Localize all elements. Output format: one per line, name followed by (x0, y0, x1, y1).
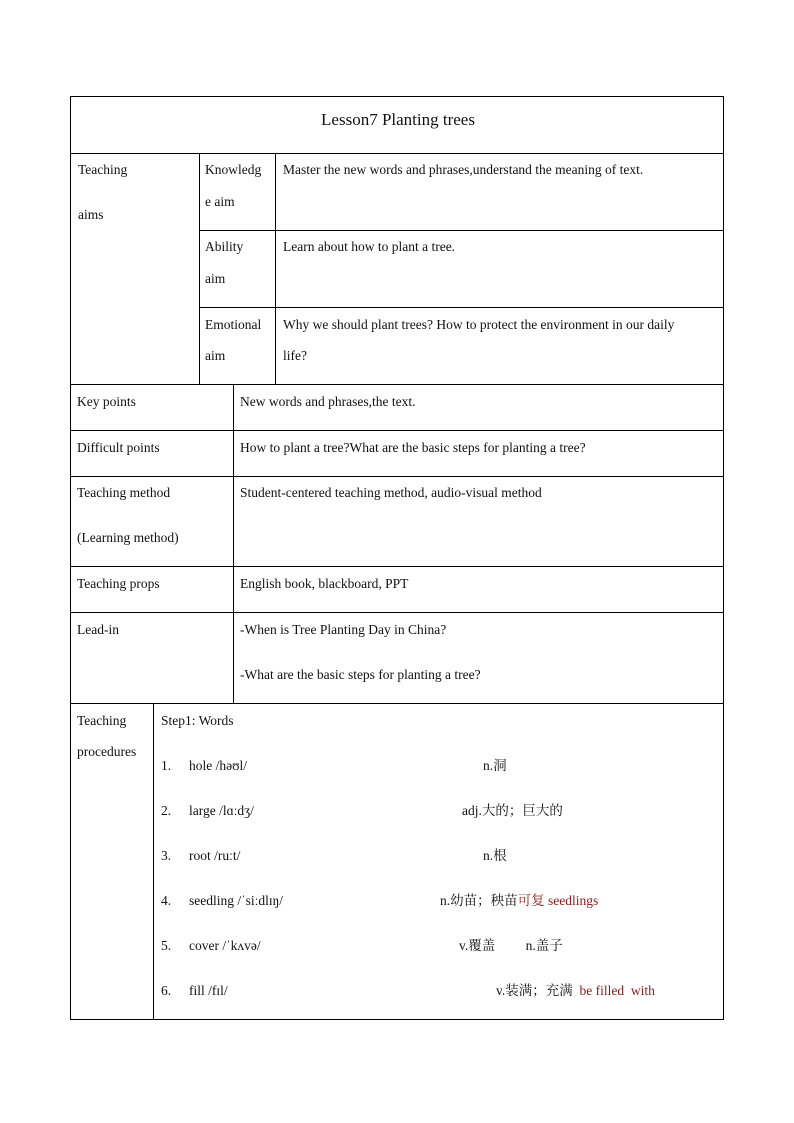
teaching-procedures-label: procedures (77, 744, 137, 759)
word-entry: seedling /ˈsiːdlɪŋ/ (189, 893, 284, 908)
difficult-points-label: Difficult points (77, 440, 160, 455)
word-meaning: n.幼苗；秧苗可复 seedlings (440, 893, 599, 908)
lead-in-question: -What are the basic steps for planting a tree? (240, 667, 481, 682)
row-divider (71, 430, 723, 431)
teaching-method-label: Teaching method (77, 485, 171, 500)
step-heading: Step1: Words (161, 713, 234, 728)
row-divider (71, 153, 723, 154)
row-divider (199, 230, 723, 231)
column-divider (275, 153, 276, 384)
word-entry: cover /ˈkʌvə/ (189, 938, 261, 953)
emotional-aim-text: life? (283, 348, 307, 363)
row-divider (71, 476, 723, 477)
row-divider (71, 612, 723, 613)
word-entry: large /lɑːdʒ/ (189, 803, 254, 818)
teaching-procedures-label: Teaching (77, 713, 127, 728)
word-meaning: v.覆盖 n.盖子 (459, 938, 563, 953)
key-points-text: New words and phrases,the text. (240, 394, 416, 409)
word-entry: root /ruːt/ (189, 848, 241, 863)
teaching-aims-label: aims (78, 207, 104, 222)
page-title: Lesson7 Planting trees (321, 110, 475, 129)
teaching-props-text: English book, blackboard, PPT (240, 576, 409, 591)
knowledge-aim-text: Master the new words and phrases,understand the meaning of text. (283, 162, 644, 177)
lesson-plan-table (70, 96, 724, 1020)
ability-aim-text: Learn about how to plant a tree. (283, 239, 456, 254)
word-number: 4. (161, 893, 172, 908)
phrase-note: be filled with (572, 983, 655, 998)
column-divider (153, 703, 154, 1019)
plural-note: 可复 seedlings (517, 893, 599, 908)
row-divider (71, 703, 723, 704)
lead-in-label: Lead-in (77, 622, 119, 637)
row-divider (71, 566, 723, 567)
emotional-aim-text: Why we should plant trees? How to protect the environment in our daily (283, 317, 675, 332)
teaching-props-label: Teaching props (77, 576, 160, 591)
word-number: 3. (161, 848, 172, 863)
lead-in-question: -When is Tree Planting Day in China? (240, 622, 447, 637)
word-meaning: v.装满；充满 be filled with (496, 983, 655, 998)
column-divider (199, 153, 200, 384)
word-entry: fill /fɪl/ (189, 983, 228, 998)
row-divider (199, 307, 723, 308)
emotional-aim-label: aim (205, 348, 226, 363)
row-divider (71, 384, 723, 385)
word-meaning: adj.大的；巨大的 (462, 803, 563, 818)
word-entry: hole /həʊl/ (189, 758, 248, 773)
word-number: 5. (161, 938, 172, 953)
emotional-aim-label: Emotional (205, 317, 262, 332)
word-meaning: n.根 (483, 848, 507, 863)
word-number: 2. (161, 803, 172, 818)
learning-method-label: (Learning method) (77, 530, 179, 545)
knowledge-aim-label: e aim (205, 194, 235, 209)
word-number: 1. (161, 758, 172, 773)
knowledge-aim-label: Knowledg (205, 162, 262, 177)
ability-aim-label: Ability (205, 239, 244, 254)
word-meaning: n.洞 (483, 758, 507, 773)
key-points-label: Key points (77, 394, 136, 409)
ability-aim-label: aim (205, 271, 226, 286)
difficult-points-text: How to plant a tree?What are the basic steps for planting a tree? (240, 440, 586, 455)
column-divider (233, 384, 234, 703)
teaching-aims-label: Teaching (78, 162, 128, 177)
teaching-method-text: Student-centered teaching method, audio-visual method (240, 485, 542, 500)
word-number: 6. (161, 983, 172, 998)
